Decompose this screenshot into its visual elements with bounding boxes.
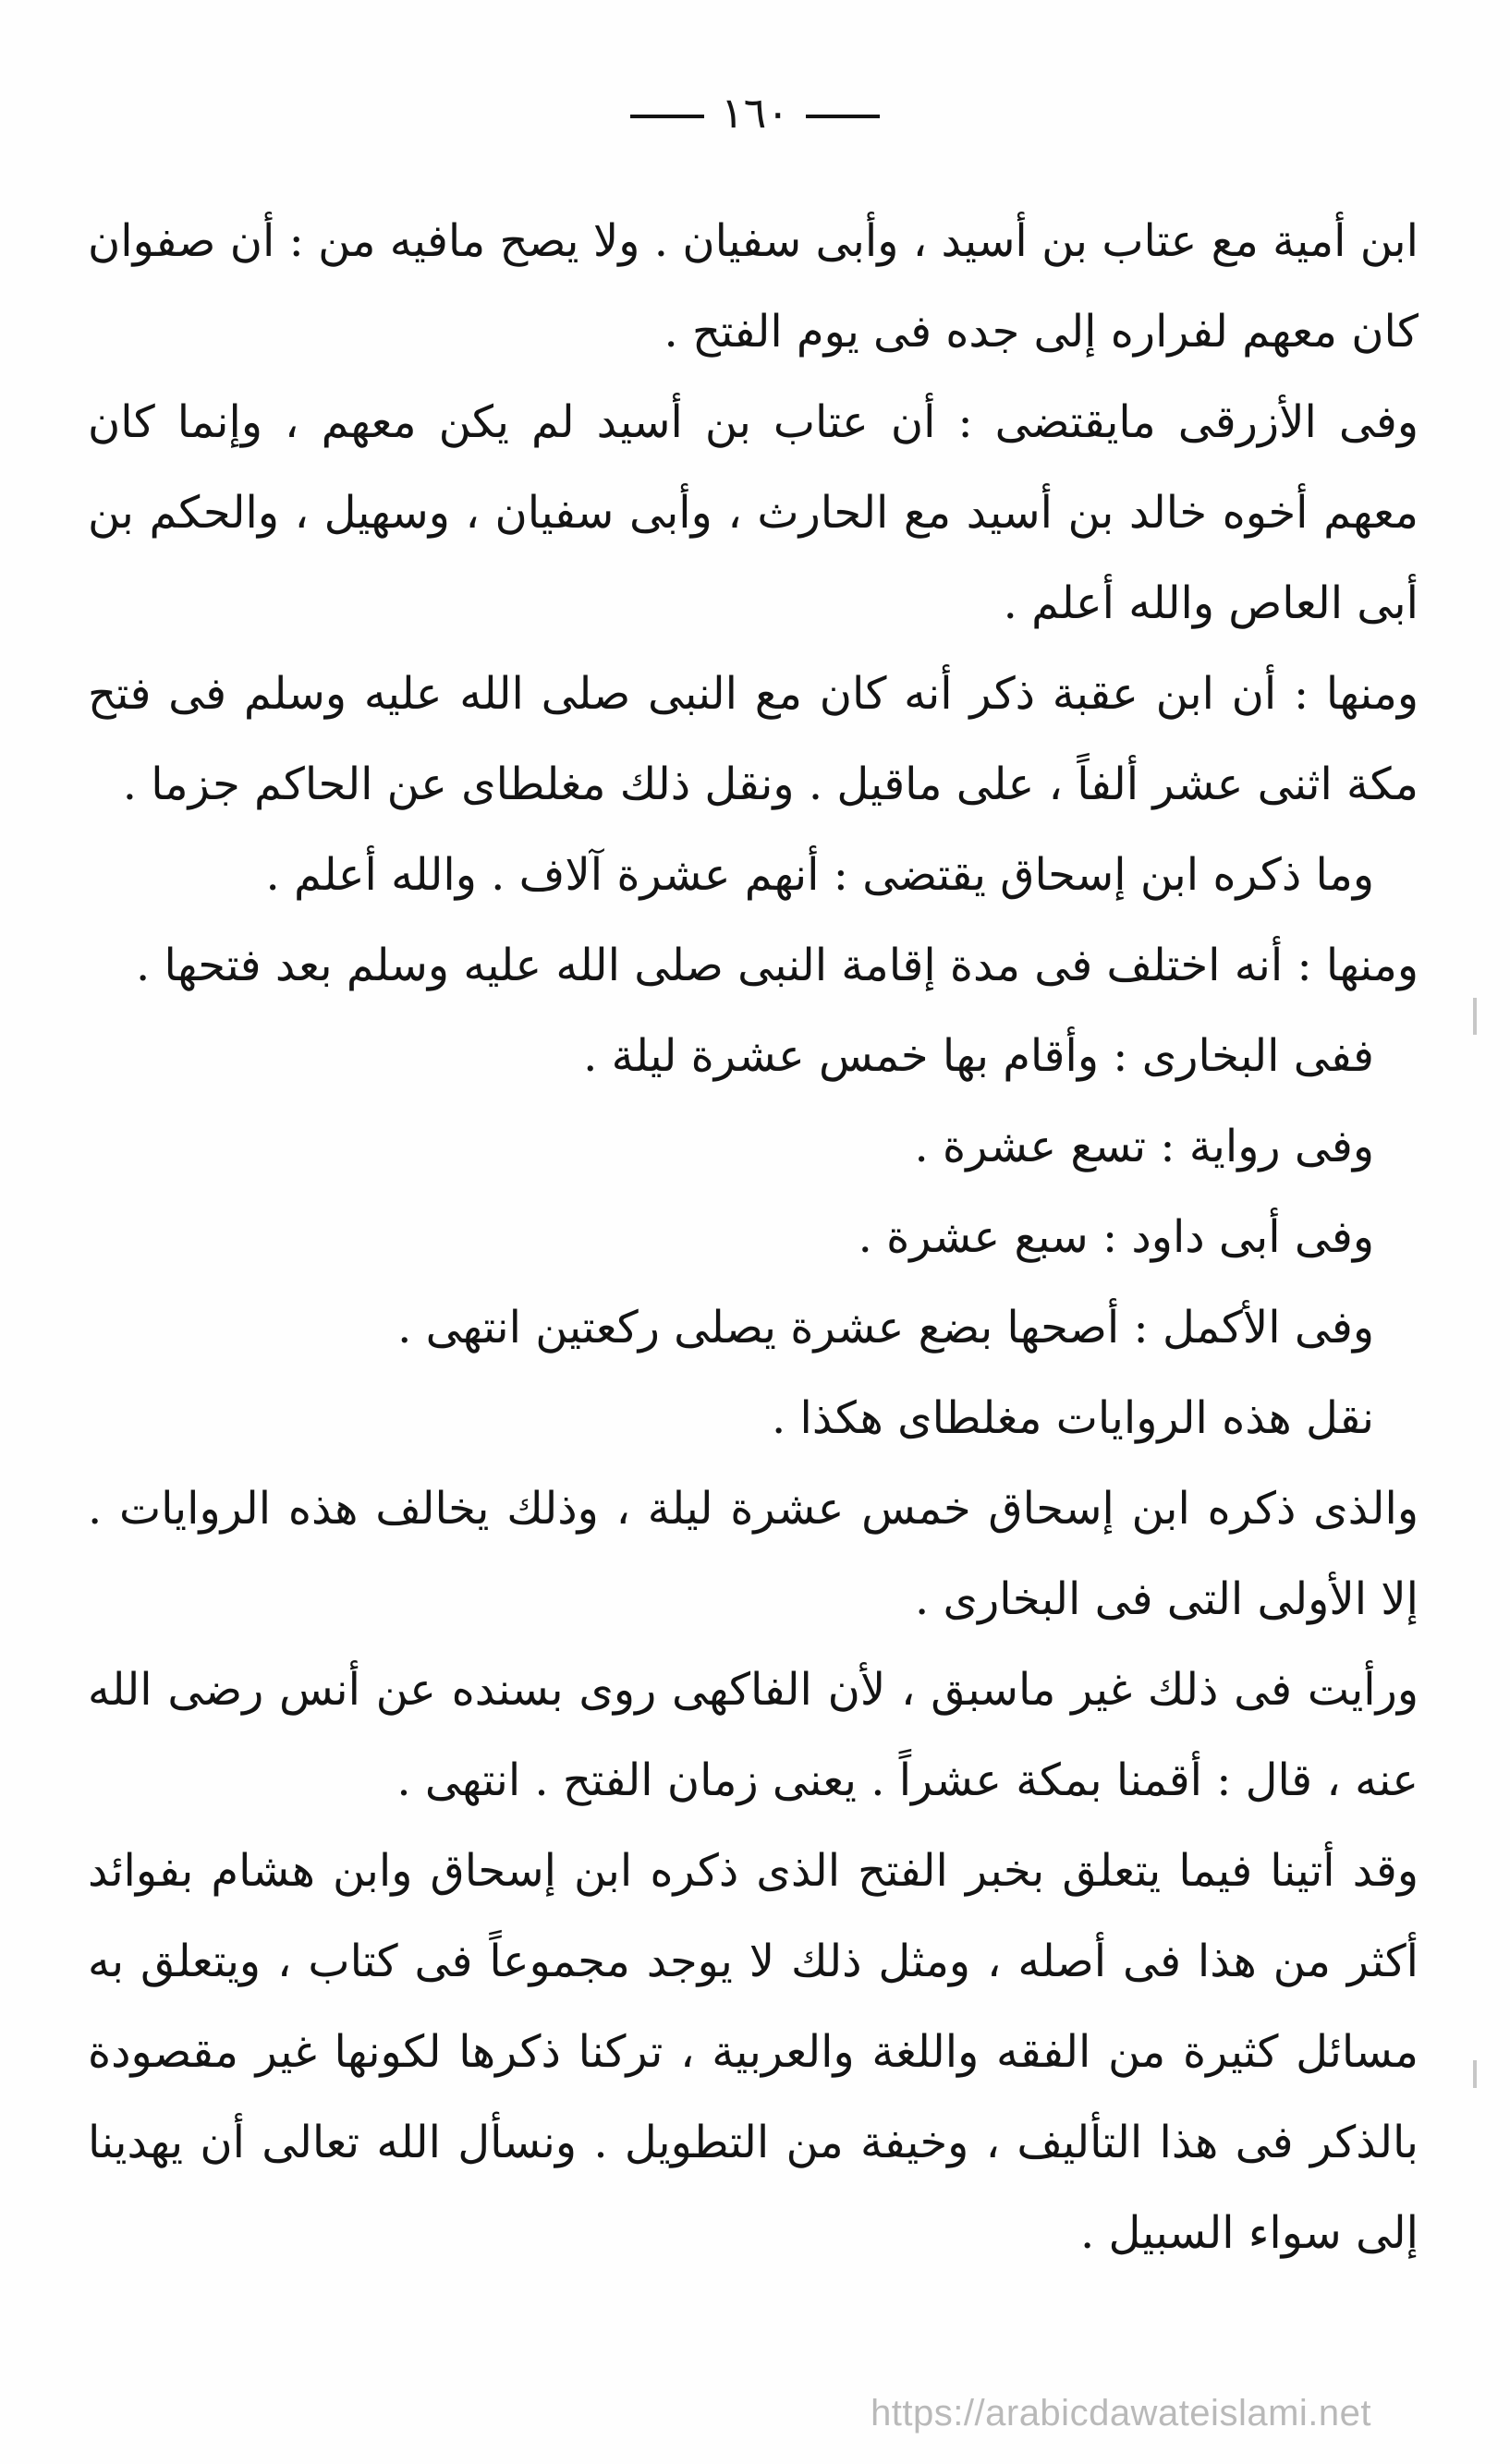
- paragraph: وفى الأزرقى مايقتضى : أن عتاب بن أسيد لم يكن معهم ، وإنما كان معهم أخوه خالد بن أسيد مع الحارث ، وأبى سفيان ، وسهيل ، والحكم بن أبى العاص والله أعلم .: [88, 396, 1419, 629]
- paragraph: ففى البخارى : وأقام بها خمس عشرة ليلة .: [583, 1030, 1374, 1082]
- scan-edge-mark: [1473, 2060, 1477, 2088]
- paragraph: نقل هذه الروايات مغلطاى هكذا .: [771, 1392, 1374, 1444]
- paragraph: ورأيت فى ذلك غير ماسبق ، لأن الفاكهى روى بسنده عن أنس رضى الله عنه ، قال : أقمنا بمكة عشراً . يعنى زمان الفتح . انتهى .: [88, 1664, 1419, 1806]
- paragraph: وفى الأكمل : أصحها بضع عشرة يصلى ركعتين انتهى .: [397, 1302, 1374, 1353]
- scan-edge-mark: [1473, 998, 1477, 1035]
- page-number-header: [0, 88, 1510, 138]
- body-text: [88, 196, 1419, 2278]
- page-number-dash-left: [630, 115, 704, 118]
- page-number: ١٦٠: [720, 88, 790, 138]
- paragraph: وفى رواية : تسع عشرة .: [914, 1121, 1374, 1172]
- paragraph: ومنها : أنه اختلف فى مدة إقامة النبى صلى الله عليه وسلم بعد فتحها .: [135, 940, 1419, 991]
- paragraph: وقد أتينا فيما يتعلق بخبر الفتح الذى ذكره ابن إسحاق وابن هشام بفوائد أكثر من هذا فى أصله ، ومثل ذلك لا يوجد مجموعاً فى كتاب ، ويتعلق به مسائل كثيرة من الفقه واللغة والعربية ، تركنا ذكرها لكونها غير مقصودة بالذكر فى هذا التأليف ، وخيفة من التطويل . ونسأل الله تعالى أن يهدينا إلى سواء السبيل .: [88, 1845, 1419, 2259]
- paragraph: ومنها : أن ابن عقبة ذكر أنه كان مع النبى صلى الله عليه وسلم فى فتح مكة اثنى عشر ألفاً ، على ماقيل . ونقل ذلك مغلطاى عن الحاكم جزما .: [88, 668, 1419, 810]
- paragraph: وما ذكره ابن إسحاق يقتضى : أنهم عشرة آلاف . والله أعلم .: [265, 849, 1374, 901]
- page-number-dash-right: [806, 115, 880, 118]
- watermark-url: https://arabicdawateislami.net: [871, 2393, 1371, 2434]
- paragraph: والذى ذكره ابن إسحاق خمس عشرة ليلة ، وذلك يخالف هذه الروايات . إلا الأولى التى فى البخارى .: [88, 1483, 1419, 1625]
- paragraph: ابن أمية مع عتاب بن أسيد ، وأبى سفيان . ولا يصح مافيه من : أن صفوان كان معهم لفراره إلى جده فى يوم الفتح .: [88, 215, 1419, 358]
- paragraph: وفى أبى داود : سبع عشرة .: [858, 1211, 1374, 1263]
